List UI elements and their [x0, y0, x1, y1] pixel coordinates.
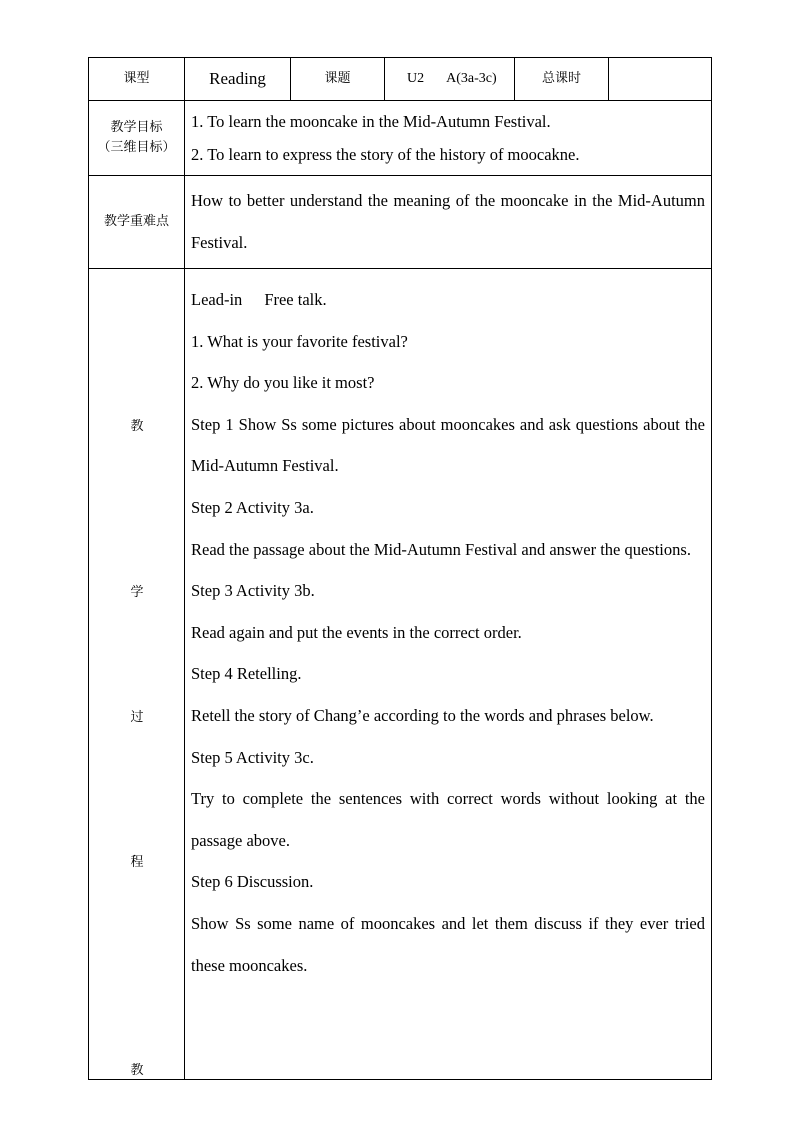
- unit-text: U2: [407, 71, 425, 86]
- lead-in-label: Lead-in: [191, 290, 243, 309]
- topic-label: 课题: [291, 58, 385, 101]
- side-char: 学: [130, 585, 144, 600]
- step-6-text: Show Ss some name of mooncakes and let them discuss if they ever tried these mooncakes.: [191, 913, 705, 975]
- key-points-row: [89, 176, 712, 269]
- step-5-title: Step 5 Activity 3c.: [191, 747, 314, 767]
- hours-label: 总课时: [515, 58, 609, 101]
- step-4-title: Step 4 Retelling.: [191, 664, 302, 684]
- goals-content: [185, 101, 712, 176]
- step-4-text: Retell the story of Chang’e according to the words and phrases below.: [191, 705, 654, 725]
- step-1: Step 1 Show Ss some pictures about mooncakes and ask questions about the Mid-Autumn Festival.: [191, 414, 705, 476]
- side-char: 程: [130, 855, 144, 870]
- goals-label-line2: （三维目标）: [97, 140, 176, 155]
- lead-in-line: [191, 279, 705, 321]
- side-char: 教: [130, 419, 144, 434]
- header-row: [89, 58, 712, 101]
- side-char: 过: [130, 710, 144, 725]
- goal-item: 2. To learn to express the story of the history of moocakne.: [191, 145, 580, 164]
- process-content: [185, 269, 712, 1080]
- lesson-plan-table: [88, 57, 712, 1080]
- hours-value: [609, 58, 712, 101]
- question-item: 1. What is your favorite festival?: [191, 331, 408, 351]
- type-value: Reading: [185, 58, 291, 101]
- side-char: 教: [130, 1063, 144, 1078]
- key-points-text: How to better understand the meaning of the mooncake in the Mid-Autumn Festival.: [185, 176, 712, 269]
- step-3-title: Step 3 Activity 3b.: [191, 581, 315, 601]
- goal-item: 1. To learn the mooncake in the Mid-Autumn Festival.: [191, 112, 551, 131]
- section-text: A(3a-3c): [446, 71, 497, 86]
- process-row: [89, 269, 712, 1080]
- step-5-text: Try to complete the sentences with correct words without looking at the passage above.: [191, 789, 705, 850]
- lead-in-note: Free talk.: [264, 290, 327, 309]
- type-label: 课型: [89, 58, 185, 101]
- process-side-label: [89, 269, 185, 1080]
- key-points-label: 教学重难点: [89, 176, 185, 269]
- step-2-text: Read the passage about the Mid-Autumn Festival and answer the questions.: [191, 539, 691, 559]
- step-3-text: Read again and put the events in the correct order.: [191, 622, 522, 642]
- goals-label: [89, 101, 185, 176]
- topic-value: [385, 58, 515, 101]
- question-item: 2. Why do you like it most?: [191, 373, 375, 393]
- step-6-title: Step 6 Discussion.: [191, 872, 314, 892]
- step-2-title: Step 2 Activity 3a.: [191, 497, 314, 517]
- goals-label-line1: 教学目标: [110, 120, 163, 135]
- goals-row: [89, 101, 712, 176]
